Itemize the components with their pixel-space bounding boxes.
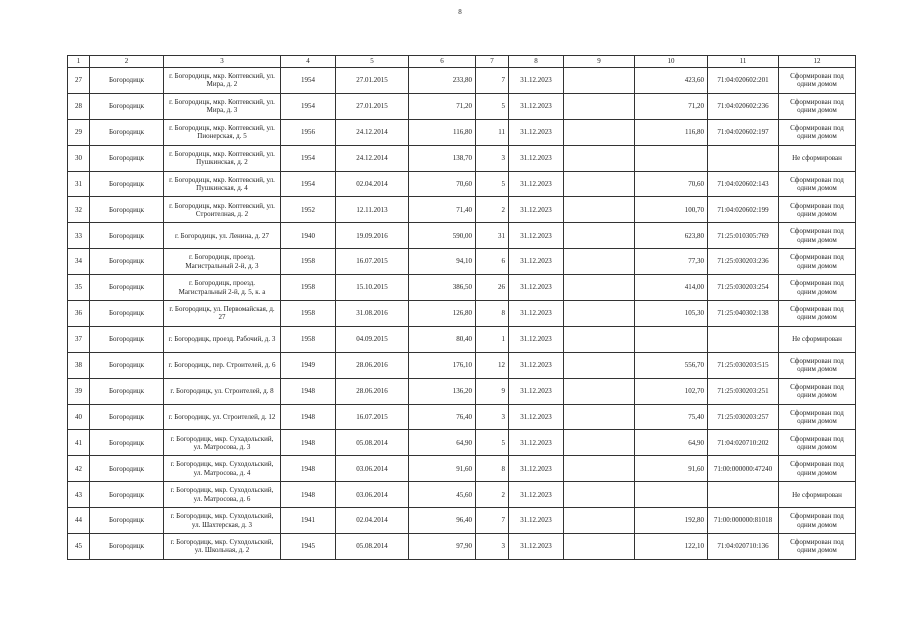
count-cell: 9 <box>476 378 509 404</box>
empty-cell <box>564 145 635 171</box>
table-row <box>68 482 856 508</box>
empty-cell <box>564 249 635 275</box>
table-row <box>68 378 856 404</box>
count-cell: 26 <box>476 275 509 301</box>
year-cell: 1948 <box>281 378 336 404</box>
area-cell: 64,90 <box>409 430 476 456</box>
address-cell: г. Богородицк, пер. Строителей, д. 6 <box>164 352 281 378</box>
year-cell: 1949 <box>281 352 336 378</box>
date-cell: 28.06.2016 <box>336 378 409 404</box>
year-cell: 1958 <box>281 275 336 301</box>
column-header: 9 <box>564 56 635 68</box>
status-cell: Сформирован под одним домом <box>779 430 856 456</box>
count-cell: 3 <box>476 145 509 171</box>
status-cell: Сформирован под одним домом <box>779 508 856 534</box>
year-cell: 1954 <box>281 145 336 171</box>
status-cell: Сформирован под одним домом <box>779 223 856 249</box>
cadastral-number-cell: 71:25:010305:769 <box>708 223 779 249</box>
address-cell: г. Богородицк, мкр. Суходольский, ул. Матросова, д. 4 <box>164 456 281 482</box>
status-cell: Сформирован под одним домом <box>779 275 856 301</box>
status-cell: Не сформирован <box>779 482 856 508</box>
table-row <box>68 249 856 275</box>
empty-cell <box>564 223 635 249</box>
count-cell: 2 <box>476 197 509 223</box>
table-row <box>68 508 856 534</box>
area-cell: 91,60 <box>409 456 476 482</box>
area-cell: 70,60 <box>409 171 476 197</box>
settlement-cell: Богородицк <box>90 482 164 508</box>
table-row <box>68 171 856 197</box>
column-header: 2 <box>90 56 164 68</box>
deadline-cell: 31.12.2023 <box>509 119 564 145</box>
count-cell: 2 <box>476 482 509 508</box>
land-area-cell: 102,70 <box>635 378 708 404</box>
cadastral-number-cell: 71:04:020602:201 <box>708 68 779 94</box>
cadastral-number-cell: 71:04:020602:199 <box>708 197 779 223</box>
row-number-cell: 34 <box>68 249 90 275</box>
table-row <box>68 404 856 430</box>
deadline-cell: 31.12.2023 <box>509 301 564 327</box>
year-cell: 1958 <box>281 326 336 352</box>
cadastral-number-cell <box>708 145 779 171</box>
deadline-cell: 31.12.2023 <box>509 404 564 430</box>
row-number-cell: 27 <box>68 68 90 94</box>
date-cell: 16.07.2015 <box>336 404 409 430</box>
land-area-cell: 105,30 <box>635 301 708 327</box>
column-header: 7 <box>476 56 509 68</box>
land-area-cell: 77,30 <box>635 249 708 275</box>
deadline-cell: 31.12.2023 <box>509 326 564 352</box>
status-cell: Сформирован под одним домом <box>779 534 856 560</box>
settlement-cell: Богородицк <box>90 223 164 249</box>
empty-cell <box>564 326 635 352</box>
year-cell: 1948 <box>281 404 336 430</box>
row-number-cell: 45 <box>68 534 90 560</box>
column-header: 1 <box>68 56 90 68</box>
count-cell: 5 <box>476 430 509 456</box>
table-row <box>68 119 856 145</box>
year-cell: 1948 <box>281 430 336 456</box>
empty-cell <box>564 93 635 119</box>
table-body <box>68 68 856 560</box>
deadline-cell: 31.12.2023 <box>509 534 564 560</box>
date-cell: 28.06.2016 <box>336 352 409 378</box>
register-table <box>67 55 856 560</box>
count-cell: 11 <box>476 119 509 145</box>
row-number-cell: 29 <box>68 119 90 145</box>
date-cell: 03.06.2014 <box>336 482 409 508</box>
count-cell: 5 <box>476 93 509 119</box>
settlement-cell: Богородицк <box>90 93 164 119</box>
area-cell: 96,40 <box>409 508 476 534</box>
deadline-cell: 31.12.2023 <box>509 68 564 94</box>
year-cell: 1958 <box>281 249 336 275</box>
area-cell: 80,40 <box>409 326 476 352</box>
address-cell: г. Богородицк, проезд. Магистральный 2-й, д. 5, к. а <box>164 275 281 301</box>
land-area-cell: 70,60 <box>635 171 708 197</box>
year-cell: 1956 <box>281 119 336 145</box>
date-cell: 05.08.2014 <box>336 534 409 560</box>
status-cell: Не сформирован <box>779 326 856 352</box>
count-cell: 12 <box>476 352 509 378</box>
deadline-cell: 31.12.2023 <box>509 352 564 378</box>
row-number-cell: 28 <box>68 93 90 119</box>
deadline-cell: 31.12.2023 <box>509 249 564 275</box>
cadastral-number-cell: 71:25:040302:138 <box>708 301 779 327</box>
land-area-cell <box>635 145 708 171</box>
cadastral-number-cell <box>708 482 779 508</box>
row-number-cell: 43 <box>68 482 90 508</box>
address-cell: г. Богородицк, ул. Первомайская, д. 27 <box>164 301 281 327</box>
empty-cell <box>564 197 635 223</box>
status-cell: Сформирован под одним домом <box>779 352 856 378</box>
year-cell: 1954 <box>281 93 336 119</box>
empty-cell <box>564 119 635 145</box>
column-header: 8 <box>509 56 564 68</box>
deadline-cell: 31.12.2023 <box>509 145 564 171</box>
land-area-cell: 71,20 <box>635 93 708 119</box>
status-cell: Сформирован под одним домом <box>779 378 856 404</box>
address-cell: г. Богородицк, мкр. Суходольский, ул. Шахтерская, д. 3 <box>164 508 281 534</box>
settlement-cell: Богородицк <box>90 119 164 145</box>
land-area-cell: 64,90 <box>635 430 708 456</box>
area-cell: 45,60 <box>409 482 476 508</box>
settlement-cell: Богородицк <box>90 275 164 301</box>
settlement-cell: Богородицк <box>90 508 164 534</box>
area-cell: 176,10 <box>409 352 476 378</box>
row-number-cell: 44 <box>68 508 90 534</box>
count-cell: 6 <box>476 249 509 275</box>
cadastral-number-cell: 71:00:000000:81018 <box>708 508 779 534</box>
land-area-cell: 623,80 <box>635 223 708 249</box>
settlement-cell: Богородицк <box>90 404 164 430</box>
year-cell: 1954 <box>281 171 336 197</box>
column-header: 10 <box>635 56 708 68</box>
cadastral-number-cell: 71:25:030203:251 <box>708 378 779 404</box>
land-area-cell: 75,40 <box>635 404 708 430</box>
settlement-cell: Богородицк <box>90 326 164 352</box>
date-cell: 24.12.2014 <box>336 145 409 171</box>
land-area-cell: 91,60 <box>635 456 708 482</box>
table-row <box>68 223 856 249</box>
empty-cell <box>564 456 635 482</box>
row-number-cell: 41 <box>68 430 90 456</box>
status-cell: Сформирован под одним домом <box>779 404 856 430</box>
settlement-cell: Богородицк <box>90 430 164 456</box>
settlement-cell: Богородицк <box>90 534 164 560</box>
cadastral-number-cell: 71:25:030203:236 <box>708 249 779 275</box>
area-cell: 590,00 <box>409 223 476 249</box>
address-cell: г. Богородицк, мкр. Коптевский, ул. Мира, д. 2 <box>164 68 281 94</box>
empty-cell <box>564 508 635 534</box>
cadastral-number-cell: 71:04:020710:202 <box>708 430 779 456</box>
address-cell: г. Богородицк, мкр. Сухадольский, ул. Матросова, д. 3 <box>164 430 281 456</box>
settlement-cell: Богородицк <box>90 378 164 404</box>
deadline-cell: 31.12.2023 <box>509 508 564 534</box>
status-cell: Сформирован под одним домом <box>779 456 856 482</box>
cadastral-number-cell: 71:04:020602:143 <box>708 171 779 197</box>
land-area-cell <box>635 326 708 352</box>
area-cell: 94,10 <box>409 249 476 275</box>
land-area-cell: 414,00 <box>635 275 708 301</box>
count-cell: 3 <box>476 534 509 560</box>
column-header: 3 <box>164 56 281 68</box>
date-cell: 31.08.2016 <box>336 301 409 327</box>
area-cell: 71,20 <box>409 93 476 119</box>
area-cell: 233,80 <box>409 68 476 94</box>
table-row <box>68 326 856 352</box>
column-header: 12 <box>779 56 856 68</box>
deadline-cell: 31.12.2023 <box>509 482 564 508</box>
count-cell: 5 <box>476 171 509 197</box>
row-number-cell: 42 <box>68 456 90 482</box>
row-number-cell: 37 <box>68 326 90 352</box>
year-cell: 1948 <box>281 482 336 508</box>
table-row <box>68 68 856 94</box>
count-cell: 8 <box>476 456 509 482</box>
status-cell: Сформирован под одним домом <box>779 301 856 327</box>
settlement-cell: Богородицк <box>90 249 164 275</box>
table-row <box>68 93 856 119</box>
settlement-cell: Богородицк <box>90 145 164 171</box>
settlement-cell: Богородицк <box>90 456 164 482</box>
table-row <box>68 456 856 482</box>
empty-cell <box>564 171 635 197</box>
cadastral-number-cell: 71:00:000000:47240 <box>708 456 779 482</box>
date-cell: 16.07.2015 <box>336 249 409 275</box>
count-cell: 7 <box>476 68 509 94</box>
settlement-cell: Богородицк <box>90 197 164 223</box>
status-cell: Сформирован под одним домом <box>779 93 856 119</box>
row-number-cell: 36 <box>68 301 90 327</box>
cadastral-number-cell: 71:25:030203:515 <box>708 352 779 378</box>
column-header: 4 <box>281 56 336 68</box>
count-cell: 31 <box>476 223 509 249</box>
land-area-cell: 122,10 <box>635 534 708 560</box>
date-cell: 02.04.2014 <box>336 508 409 534</box>
table-row <box>68 352 856 378</box>
settlement-cell: Богородицк <box>90 171 164 197</box>
column-header: 6 <box>409 56 476 68</box>
column-number-row <box>68 56 856 68</box>
date-cell: 19.09.2016 <box>336 223 409 249</box>
land-area-cell: 116,80 <box>635 119 708 145</box>
cadastral-number-cell <box>708 326 779 352</box>
year-cell: 1952 <box>281 197 336 223</box>
year-cell: 1940 <box>281 223 336 249</box>
table-row <box>68 197 856 223</box>
area-cell: 71,40 <box>409 197 476 223</box>
status-cell: Не сформирован <box>779 145 856 171</box>
row-number-cell: 33 <box>68 223 90 249</box>
count-cell: 1 <box>476 326 509 352</box>
year-cell: 1941 <box>281 508 336 534</box>
row-number-cell: 38 <box>68 352 90 378</box>
address-cell: г. Богородицк, ул. Строителей, д. 12 <box>164 404 281 430</box>
address-cell: г. Богородицк, мкр. Коптевский, ул. Мира, д. 3 <box>164 93 281 119</box>
year-cell: 1948 <box>281 456 336 482</box>
page-number: 8 <box>458 8 462 16</box>
cadastral-number-cell: 71:04:020710:136 <box>708 534 779 560</box>
deadline-cell: 31.12.2023 <box>509 93 564 119</box>
deadline-cell: 31.12.2023 <box>509 171 564 197</box>
area-cell: 76,40 <box>409 404 476 430</box>
empty-cell <box>564 352 635 378</box>
date-cell: 03.06.2014 <box>336 456 409 482</box>
deadline-cell: 31.12.2023 <box>509 275 564 301</box>
date-cell: 24.12.2014 <box>336 119 409 145</box>
area-cell: 97,90 <box>409 534 476 560</box>
table-row <box>68 301 856 327</box>
area-cell: 386,50 <box>409 275 476 301</box>
area-cell: 126,80 <box>409 301 476 327</box>
land-area-cell: 100,70 <box>635 197 708 223</box>
year-cell: 1958 <box>281 301 336 327</box>
count-cell: 7 <box>476 508 509 534</box>
land-area-cell: 556,70 <box>635 352 708 378</box>
settlement-cell: Богородицк <box>90 68 164 94</box>
status-cell: Сформирован под одним домом <box>779 68 856 94</box>
deadline-cell: 31.12.2023 <box>509 456 564 482</box>
date-cell: 15.10.2015 <box>336 275 409 301</box>
date-cell: 27.01.2015 <box>336 68 409 94</box>
row-number-cell: 32 <box>68 197 90 223</box>
empty-cell <box>564 482 635 508</box>
empty-cell <box>564 430 635 456</box>
row-number-cell: 40 <box>68 404 90 430</box>
table-row <box>68 275 856 301</box>
empty-cell <box>564 275 635 301</box>
status-cell: Сформирован под одним домом <box>779 171 856 197</box>
deadline-cell: 31.12.2023 <box>509 223 564 249</box>
date-cell: 27.01.2015 <box>336 93 409 119</box>
address-cell: г. Богородицк, мкр. Суходольский, ул. Школьная, д. 2 <box>164 534 281 560</box>
settlement-cell: Богородицк <box>90 352 164 378</box>
address-cell: г. Богородицк, мкр. Коптевский, ул. Пионерская, д. 5 <box>164 119 281 145</box>
row-number-cell: 39 <box>68 378 90 404</box>
deadline-cell: 31.12.2023 <box>509 197 564 223</box>
date-cell: 12.11.2013 <box>336 197 409 223</box>
count-cell: 8 <box>476 301 509 327</box>
count-cell: 3 <box>476 404 509 430</box>
date-cell: 05.08.2014 <box>336 430 409 456</box>
status-cell: Сформирован под одним домом <box>779 119 856 145</box>
address-cell: г. Богородицк, мкр. Коптевский, ул. Пушкинская, д. 2 <box>164 145 281 171</box>
row-number-cell: 35 <box>68 275 90 301</box>
row-number-cell: 31 <box>68 171 90 197</box>
status-cell: Сформирован под одним домом <box>779 197 856 223</box>
table-row <box>68 534 856 560</box>
empty-cell <box>564 534 635 560</box>
land-area-cell <box>635 482 708 508</box>
area-cell: 116,80 <box>409 119 476 145</box>
date-cell: 04.09.2015 <box>336 326 409 352</box>
column-header: 5 <box>336 56 409 68</box>
cadastral-number-cell: 71:04:020602:197 <box>708 119 779 145</box>
address-cell: г. Богородицк, мкр. Суходольский, ул. Матросова, д. 6 <box>164 482 281 508</box>
date-cell: 02.04.2014 <box>336 171 409 197</box>
address-cell: г. Богородицк, проезд. Рабочий, д. 3 <box>164 326 281 352</box>
area-cell: 136,20 <box>409 378 476 404</box>
empty-cell <box>564 404 635 430</box>
empty-cell <box>564 68 635 94</box>
cadastral-number-cell: 71:04:020602:236 <box>708 93 779 119</box>
table-row <box>68 145 856 171</box>
year-cell: 1954 <box>281 68 336 94</box>
cadastral-number-cell: 71:25:030203:257 <box>708 404 779 430</box>
empty-cell <box>564 378 635 404</box>
deadline-cell: 31.12.2023 <box>509 430 564 456</box>
land-area-cell: 423,60 <box>635 68 708 94</box>
status-cell: Сформирован под одним домом <box>779 249 856 275</box>
address-cell: г. Богородицк, ул. Ленина, д. 27 <box>164 223 281 249</box>
table-row <box>68 430 856 456</box>
area-cell: 138,70 <box>409 145 476 171</box>
empty-cell <box>564 301 635 327</box>
land-area-cell: 192,80 <box>635 508 708 534</box>
address-cell: г. Богородицк, проезд. Магистральный 2-й, д. 3 <box>164 249 281 275</box>
address-cell: г. Богородицк, ул. Строителей, д. 8 <box>164 378 281 404</box>
deadline-cell: 31.12.2023 <box>509 378 564 404</box>
cadastral-number-cell: 71:25:030203:254 <box>708 275 779 301</box>
settlement-cell: Богородицк <box>90 301 164 327</box>
column-header: 11 <box>708 56 779 68</box>
address-cell: г. Богородицк, мкр. Коптевский, ул. Пушкинская, д. 4 <box>164 171 281 197</box>
year-cell: 1945 <box>281 534 336 560</box>
row-number-cell: 30 <box>68 145 90 171</box>
address-cell: г. Богородицк, мкр. Коптевский, ул. Строителная, д. 2 <box>164 197 281 223</box>
